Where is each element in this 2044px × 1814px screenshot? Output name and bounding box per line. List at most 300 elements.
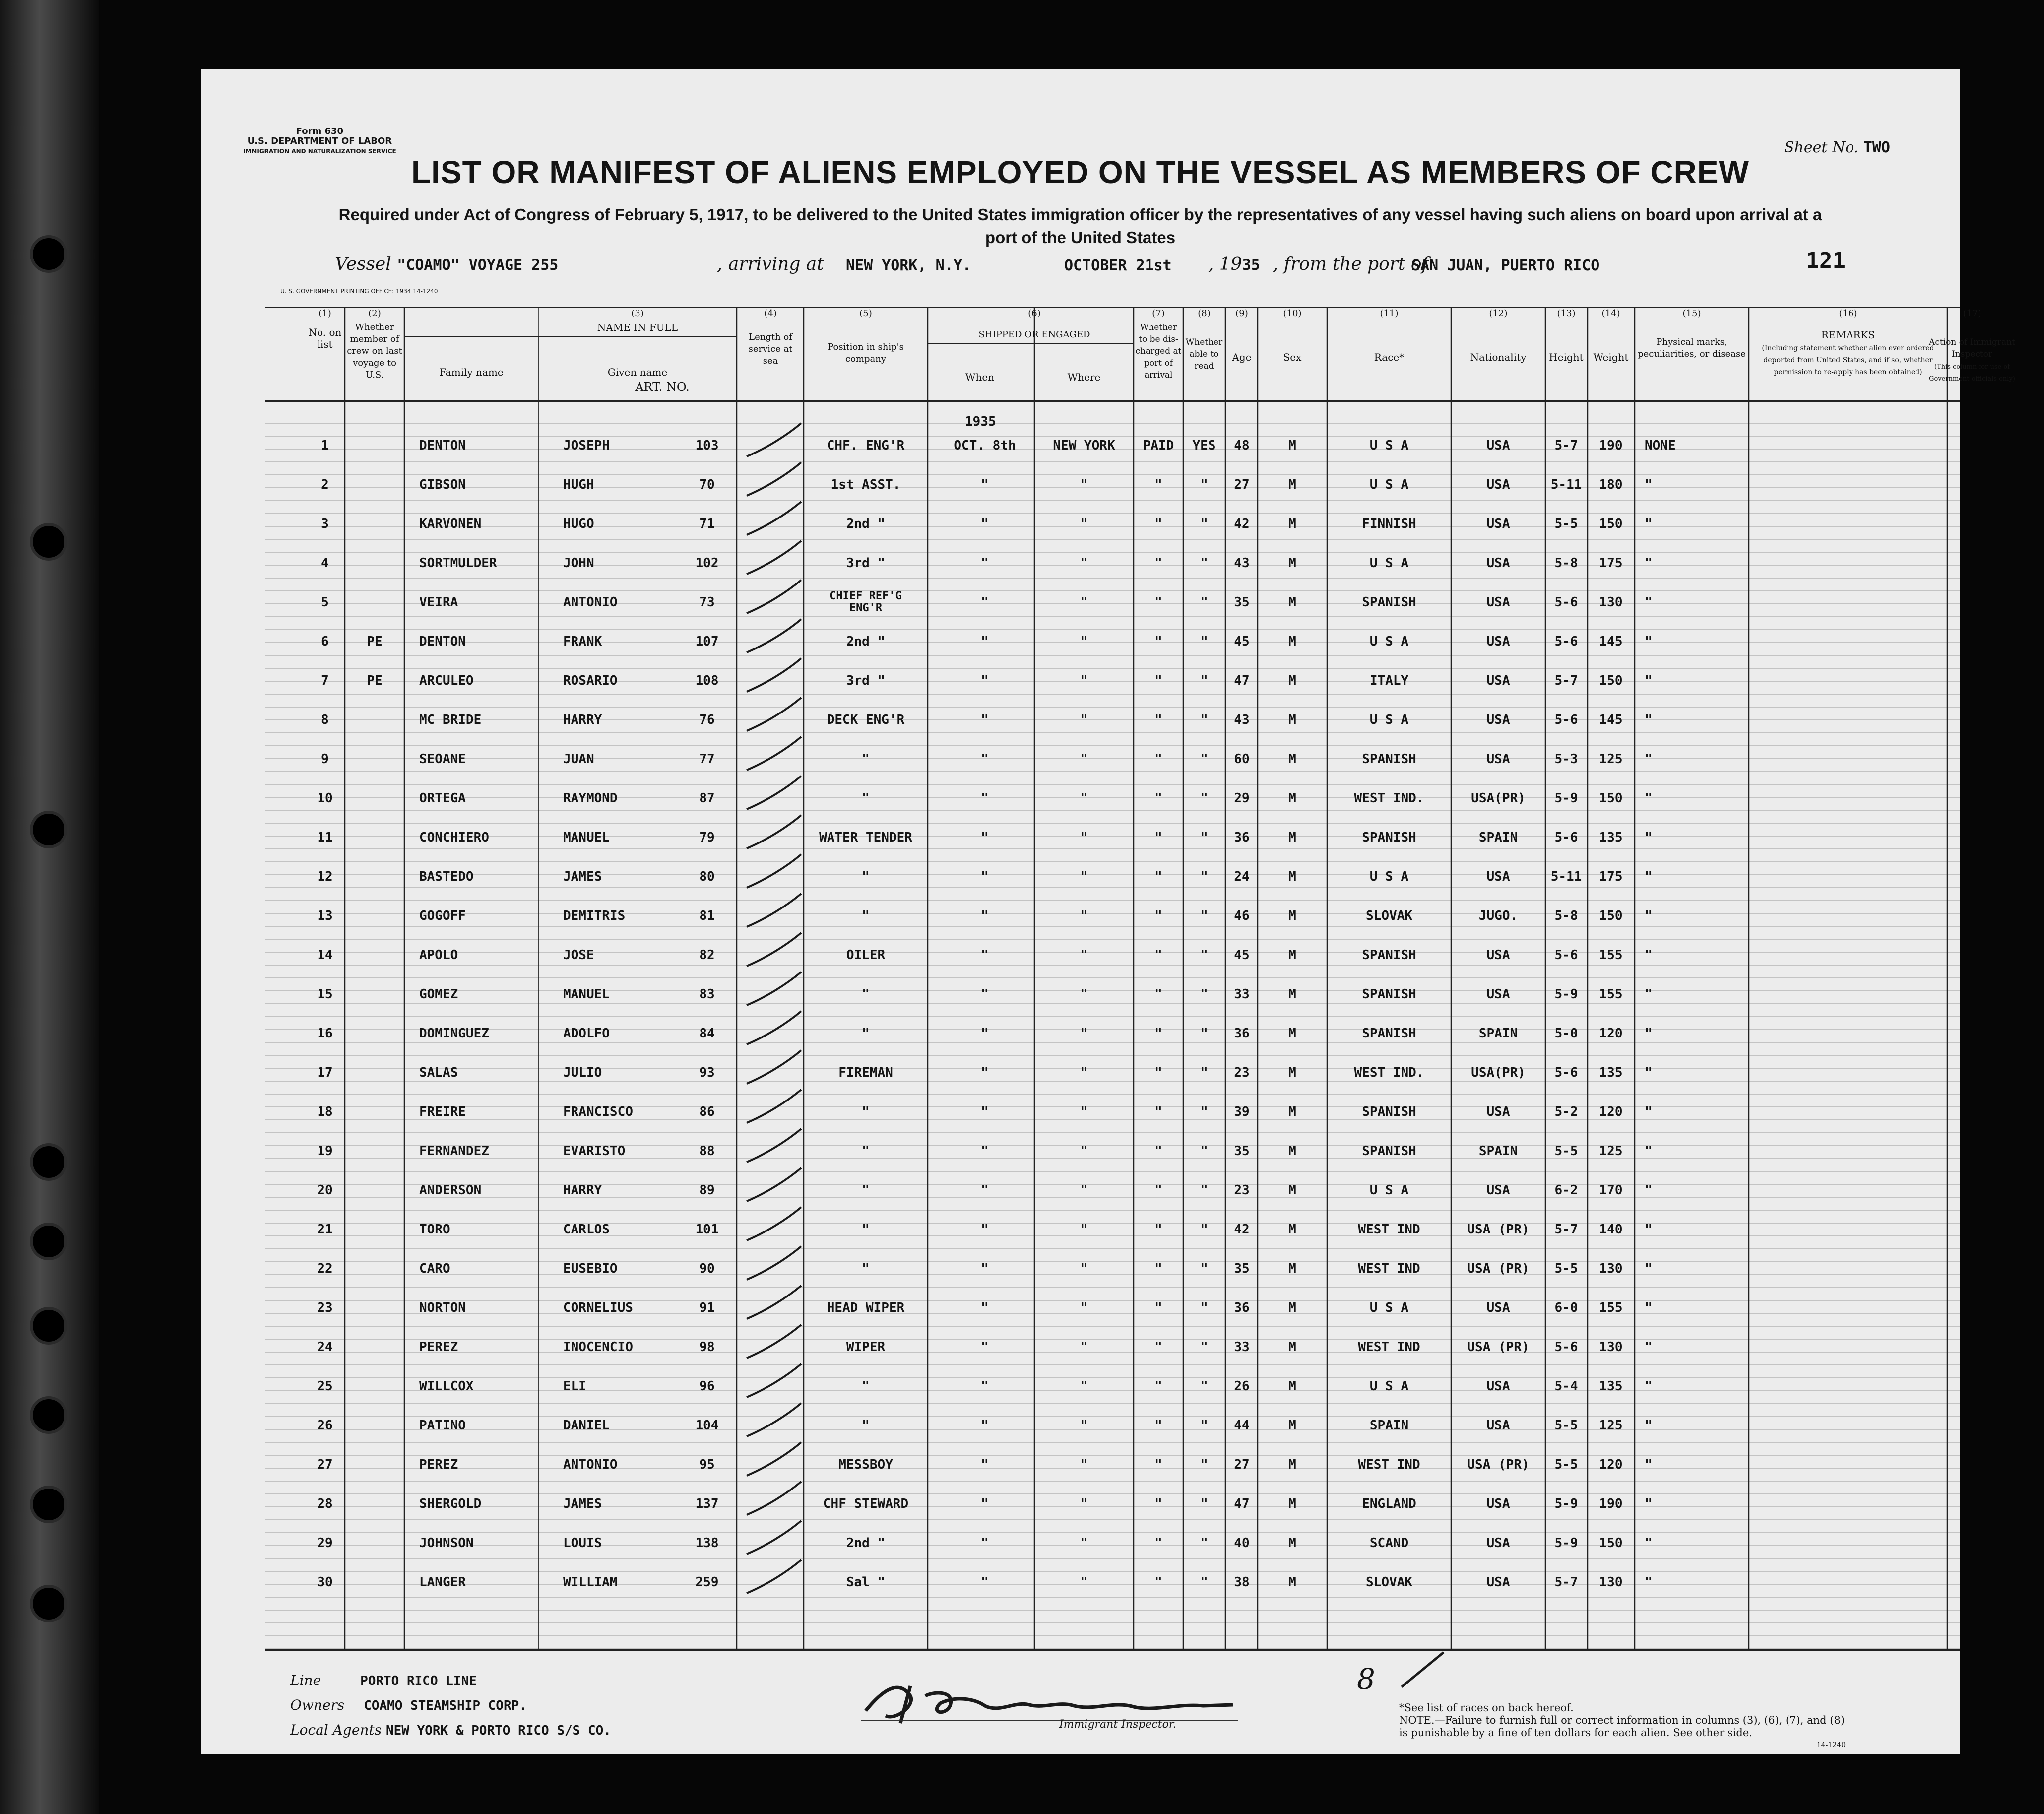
shipped-where: "	[1080, 556, 1088, 571]
art-number: 82	[699, 948, 715, 963]
shipped-when: "	[981, 1261, 989, 1276]
weight: 175	[1599, 869, 1623, 884]
discharged: "	[1154, 752, 1162, 767]
position: 2nd "	[846, 634, 886, 649]
row-number: 2	[321, 477, 329, 492]
service-check-mark	[747, 1325, 801, 1358]
header-action-detail: (This column for use of Government officials only)	[1929, 363, 2015, 383]
sex: M	[1288, 1144, 1296, 1159]
physical-marks: "	[1645, 1026, 1653, 1041]
row-number: 14	[317, 948, 333, 963]
able-to-read: "	[1200, 517, 1208, 531]
nationality: USA	[1486, 477, 1510, 492]
race: SPAIN	[1369, 1418, 1409, 1433]
header-race: Race*	[1374, 351, 1405, 363]
race: SPANISH	[1362, 595, 1416, 610]
given-name: EUSEBIO	[563, 1261, 618, 1276]
able-to-read: "	[1200, 673, 1208, 688]
shipped-when: "	[981, 1183, 989, 1198]
service-name: IMMIGRATION AND NATURALIZATION SERVICE	[243, 148, 396, 155]
shipped-when: "	[981, 477, 989, 492]
service-check-mark	[747, 1482, 801, 1515]
row-number: 27	[317, 1457, 333, 1472]
column-number: (7)	[1152, 308, 1165, 319]
nationality: USA	[1486, 1575, 1510, 1590]
row-number: 11	[317, 830, 333, 845]
height: 5-6	[1554, 1065, 1578, 1080]
manifest-sheet	[201, 69, 2015, 1754]
weight: 120	[1599, 1457, 1623, 1472]
able-to-read: "	[1200, 1536, 1208, 1551]
race: SPANISH	[1362, 752, 1416, 767]
given-name: JOSE	[563, 948, 594, 963]
vessel-label: Vessel	[335, 254, 391, 274]
able-to-read: "	[1200, 1222, 1208, 1237]
shipped-when: "	[981, 1104, 989, 1119]
age: 43	[1234, 556, 1250, 571]
given-name: JAMES	[563, 869, 602, 884]
departure-port: SAN JUAN, PUERTO RICO	[1411, 257, 1600, 274]
family-name: DENTON	[419, 634, 466, 649]
family-name: SORTMULDER	[419, 556, 497, 571]
given-name: RAYMOND	[563, 791, 618, 806]
physical-marks: "	[1645, 1104, 1653, 1119]
header-position: Position in ship's company	[828, 342, 904, 364]
nationality: USA	[1486, 556, 1510, 571]
sex: M	[1288, 948, 1296, 963]
shipped-when: "	[981, 1026, 989, 1041]
header-given-name: Given name	[607, 366, 668, 378]
header-able-to-read: Whether able to read	[1185, 337, 1223, 371]
position: WIPER	[846, 1340, 886, 1355]
sex: M	[1288, 1104, 1296, 1119]
able-to-read: "	[1200, 791, 1208, 806]
discharged: "	[1154, 517, 1162, 531]
sex: M	[1288, 1536, 1296, 1551]
physical-marks: "	[1645, 556, 1653, 571]
weight: 140	[1599, 1222, 1623, 1237]
service-check-mark	[747, 1286, 801, 1319]
inspector-label: Immigrant Inspector.	[1059, 1718, 1176, 1731]
art-number: 101	[695, 1222, 719, 1237]
header-whether-member: Whether member of crew on last voyage to U.S.	[347, 322, 402, 380]
weight: 155	[1599, 1300, 1623, 1315]
position: "	[862, 1144, 870, 1159]
nationality: USA	[1486, 595, 1510, 610]
sex: M	[1288, 1575, 1296, 1590]
nationality: USA	[1486, 987, 1510, 1002]
height: 5-6	[1554, 634, 1578, 649]
service-check-mark	[747, 854, 801, 888]
family-name: SHERGOLD	[419, 1496, 482, 1511]
shipped-when: "	[981, 1379, 989, 1394]
race: U S A	[1369, 713, 1409, 727]
sex: M	[1288, 1300, 1296, 1315]
shipped-where: "	[1080, 1104, 1088, 1119]
shipped-where: "	[1080, 752, 1088, 767]
weight: 145	[1599, 634, 1623, 649]
crew-table	[265, 307, 2015, 1651]
nationality: JUGO.	[1478, 908, 1518, 923]
race: U S A	[1369, 477, 1409, 492]
printer-note: U. S. GOVERNMENT PRINTING OFFICE: 1934 14-1240	[280, 288, 438, 295]
handwritten-check	[1397, 1647, 1451, 1692]
row-number: 17	[317, 1065, 333, 1080]
service-check-mark	[747, 1364, 801, 1397]
physical-marks: "	[1645, 1340, 1653, 1355]
sex: M	[1288, 752, 1296, 767]
binder-hole	[33, 1226, 64, 1257]
art-number: 103	[695, 438, 719, 453]
physical-marks: "	[1645, 830, 1653, 845]
height: 5-9	[1554, 1496, 1578, 1511]
position: 2nd "	[846, 517, 886, 531]
able-to-read: "	[1200, 556, 1208, 571]
race: ITALY	[1369, 673, 1409, 688]
column-number: (13)	[1557, 308, 1576, 319]
form-code: 14-1240	[1816, 1741, 1846, 1749]
able-to-read: "	[1200, 1183, 1208, 1198]
discharged: "	[1154, 1065, 1162, 1080]
height: 5-6	[1554, 830, 1578, 845]
position: 2nd "	[846, 1536, 886, 1551]
row-number: 20	[317, 1183, 333, 1198]
race: ENGLAND	[1362, 1496, 1416, 1511]
service-check-mark	[747, 698, 801, 731]
shipped-where: "	[1080, 1222, 1088, 1237]
sex: M	[1288, 1496, 1296, 1511]
sex: M	[1288, 791, 1296, 806]
family-name: NORTON	[419, 1300, 466, 1315]
discharged: "	[1154, 1496, 1162, 1511]
sex: M	[1288, 438, 1296, 453]
physical-marks: "	[1645, 1183, 1653, 1198]
art-number: 80	[699, 869, 715, 884]
shipped-where: "	[1080, 673, 1088, 688]
owners-label: Owners	[290, 1697, 345, 1713]
row-number: 4	[321, 556, 329, 571]
physical-marks: "	[1645, 1222, 1653, 1237]
given-name: JUAN	[563, 752, 594, 767]
page-number: 121	[1806, 248, 1846, 273]
art-number: 102	[695, 556, 719, 571]
shipped-where: "	[1080, 987, 1088, 1002]
position: "	[862, 791, 870, 806]
height: 5-6	[1554, 1340, 1578, 1355]
height: 6-2	[1554, 1183, 1578, 1198]
age: 40	[1234, 1536, 1250, 1551]
shipped-where: "	[1080, 908, 1088, 923]
shipped-where: "	[1080, 1261, 1088, 1276]
nationality: USA	[1486, 673, 1510, 688]
nationality: USA(PR)	[1471, 1065, 1526, 1080]
physical-marks: "	[1645, 1300, 1653, 1315]
binder-hole	[33, 814, 64, 845]
service-check-mark	[747, 619, 801, 652]
art-number: 107	[695, 634, 719, 649]
position: HEAD WIPER	[827, 1300, 905, 1315]
family-name: DOMINGUEZ	[419, 1026, 489, 1041]
able-to-read: "	[1200, 1261, 1208, 1276]
header-weight: Weight	[1593, 351, 1629, 363]
able-to-read: "	[1200, 1340, 1208, 1355]
shipped-where: "	[1080, 595, 1088, 610]
note-races: *See list of races on back hereof.	[1399, 1702, 1574, 1714]
shipped-when: "	[981, 1340, 989, 1355]
age: 24	[1234, 869, 1250, 884]
row-number: 6	[321, 634, 329, 649]
race: U S A	[1369, 438, 1409, 453]
row-number: 29	[317, 1536, 333, 1551]
race: SCAND	[1369, 1536, 1409, 1551]
able-to-read: "	[1200, 987, 1208, 1002]
discharged: "	[1154, 1340, 1162, 1355]
able-to-read: "	[1200, 1418, 1208, 1433]
race: SPANISH	[1362, 1104, 1416, 1119]
age: 27	[1234, 477, 1250, 492]
discharged: "	[1154, 1261, 1162, 1276]
position: CHIEF REF'G ENG'R	[830, 590, 902, 614]
physical-marks: "	[1645, 1496, 1653, 1511]
race: SPANISH	[1362, 987, 1416, 1002]
family-name: WILLCOX	[419, 1379, 474, 1394]
row-number: 22	[317, 1261, 333, 1276]
row-number: 5	[321, 595, 329, 610]
sex: M	[1288, 1418, 1296, 1433]
header-height: Height	[1549, 351, 1584, 363]
age: 23	[1234, 1065, 1250, 1080]
age: 60	[1234, 752, 1250, 767]
header-sex: Sex	[1283, 351, 1302, 363]
family-name: TORO	[419, 1222, 450, 1237]
vessel-line	[335, 254, 558, 274]
sheet-value: TWO	[1863, 139, 1890, 156]
form-number: Form 630	[296, 126, 344, 136]
shipped-where: "	[1080, 1575, 1088, 1590]
sex: M	[1288, 673, 1296, 688]
nationality: USA	[1486, 948, 1510, 963]
subtitle-line-2: port of the United States	[985, 228, 1176, 247]
from-port-label: , from the port of	[1273, 254, 1428, 274]
discharged: "	[1154, 1144, 1162, 1159]
physical-marks: NONE	[1645, 438, 1676, 453]
weight: 130	[1599, 595, 1623, 610]
given-name: FRANK	[563, 634, 602, 649]
nationality: USA	[1486, 1300, 1510, 1315]
physical-marks: "	[1645, 1575, 1653, 1590]
art-number: 88	[699, 1144, 715, 1159]
discharged: "	[1154, 869, 1162, 884]
able-to-read: "	[1200, 752, 1208, 767]
weight: 150	[1599, 908, 1623, 923]
nationality: USA	[1486, 1536, 1510, 1551]
weight: 125	[1599, 1418, 1623, 1433]
height: 5-11	[1550, 477, 1582, 492]
page-subtitle	[280, 203, 1880, 249]
position: "	[862, 908, 870, 923]
age: 46	[1234, 908, 1250, 923]
service-check-mark	[747, 894, 801, 927]
discharged: "	[1154, 1536, 1162, 1551]
column-number: (17)	[1963, 308, 1981, 319]
column-number: (1)	[319, 308, 331, 319]
nationality: USA (PR)	[1467, 1457, 1530, 1472]
art-number: 98	[699, 1340, 715, 1355]
able-to-read: "	[1200, 830, 1208, 845]
physical-marks: "	[1645, 1144, 1653, 1159]
height: 5-7	[1554, 1222, 1578, 1237]
position: "	[862, 869, 870, 884]
race: WEST IND.	[1354, 791, 1424, 806]
discharged: "	[1154, 1418, 1162, 1433]
weight: 150	[1599, 517, 1623, 531]
sex: M	[1288, 1026, 1296, 1041]
able-to-read: "	[1200, 1300, 1208, 1315]
position: 1st ASST.	[830, 477, 901, 492]
row-number: 10	[317, 791, 333, 806]
race: U S A	[1369, 556, 1409, 571]
sex: M	[1288, 1222, 1296, 1237]
service-check-mark	[747, 502, 801, 535]
previous-voyage: PE	[367, 673, 383, 688]
position: CHF. ENG'R	[827, 438, 905, 453]
service-check-mark	[747, 1207, 801, 1240]
position: "	[862, 1379, 870, 1394]
shipped-when: "	[981, 713, 989, 727]
family-name: CARO	[419, 1261, 450, 1276]
able-to-read: "	[1200, 1065, 1208, 1080]
page-title: LIST OR MANIFEST OF ALIENS EMPLOYED ON THE VESSEL AS MEMBERS OF CREW	[411, 154, 1749, 190]
given-name: ANTONIO	[563, 1457, 618, 1472]
family-name: PEREZ	[419, 1340, 458, 1355]
weight: 180	[1599, 477, 1623, 492]
family-name: JOHNSON	[419, 1536, 474, 1551]
sex: M	[1288, 517, 1296, 531]
nationality: USA	[1486, 1496, 1510, 1511]
art-number: 137	[695, 1496, 719, 1511]
row-number: 28	[317, 1496, 333, 1511]
race: WEST IND	[1358, 1457, 1420, 1472]
given-name: INOCENCIO	[563, 1340, 633, 1355]
position: FIREMAN	[838, 1065, 893, 1080]
able-to-read: "	[1200, 1457, 1208, 1472]
art-number: 81	[699, 908, 715, 923]
family-name: MC BRIDE	[419, 713, 482, 727]
position: "	[862, 1183, 870, 1198]
weight: 125	[1599, 752, 1623, 767]
age: 35	[1234, 1261, 1250, 1276]
service-check-mark	[747, 737, 801, 770]
nationality: USA	[1486, 1183, 1510, 1198]
race: SPANISH	[1362, 1026, 1416, 1041]
discharged: "	[1154, 830, 1162, 845]
department-name: U.S. DEPARTMENT OF LABOR	[247, 136, 392, 146]
physical-marks: "	[1645, 713, 1653, 727]
service-check-mark	[747, 1560, 801, 1593]
arriving-label: , arriving at	[717, 254, 824, 274]
discharged: "	[1154, 1575, 1162, 1590]
row-number: 1	[321, 438, 329, 453]
given-name: JULIO	[563, 1065, 602, 1080]
discharged: "	[1154, 1026, 1162, 1041]
row-number: 30	[317, 1575, 333, 1590]
row-number: 16	[317, 1026, 333, 1041]
weight: 150	[1599, 791, 1623, 806]
art-number: 91	[699, 1300, 715, 1315]
art-number: 96	[699, 1379, 715, 1394]
shipped-where: "	[1080, 948, 1088, 963]
weight: 130	[1599, 1575, 1623, 1590]
family-name: FERNANDEZ	[419, 1144, 489, 1159]
shipped-when: "	[981, 1144, 989, 1159]
family-name: GIBSON	[419, 477, 466, 492]
given-name: JOSEPH	[563, 438, 610, 453]
shipped-when: "	[981, 517, 989, 531]
header-family-name: Family name	[439, 366, 504, 378]
age: 43	[1234, 713, 1250, 727]
row-number: 8	[321, 713, 329, 727]
column-number: (2)	[368, 308, 381, 319]
header-remarks-detail: (Including statement whether alien ever ordered deported from United States, and if so, whether permission to re-apply has been obtained)	[1762, 344, 1934, 376]
given-name: JOHN	[563, 556, 594, 571]
nationality: USA	[1486, 517, 1510, 531]
sex: M	[1288, 869, 1296, 884]
able-to-read: "	[1200, 1144, 1208, 1159]
service-check-mark	[747, 1521, 801, 1554]
nationality: USA	[1486, 634, 1510, 649]
line-label: Line	[290, 1672, 321, 1688]
shipped-where: "	[1080, 713, 1088, 727]
art-number: 83	[699, 987, 715, 1002]
shipped-when: "	[981, 673, 989, 688]
race: WEST IND	[1358, 1261, 1420, 1276]
header-art-no: ART. NO.	[635, 380, 690, 394]
given-name: ROSARIO	[563, 673, 618, 688]
shipped-when: "	[981, 752, 989, 767]
service-check-mark	[747, 1403, 801, 1436]
position: DECK ENG'R	[827, 713, 905, 727]
age: 47	[1234, 1496, 1250, 1511]
able-to-read: "	[1200, 477, 1208, 492]
physical-marks: "	[1645, 948, 1653, 963]
nationality: USA	[1486, 869, 1510, 884]
family-name: FREIRE	[419, 1104, 466, 1119]
position: "	[862, 1104, 870, 1119]
weight: 135	[1599, 1065, 1623, 1080]
header-when: When	[965, 371, 995, 383]
given-name: LOUIS	[563, 1536, 602, 1551]
previous-voyage: PE	[367, 634, 383, 649]
row-number: 13	[317, 908, 333, 923]
service-check-mark	[747, 580, 801, 613]
nationality: USA(PR)	[1471, 791, 1526, 806]
height: 5-5	[1554, 1457, 1578, 1472]
shipped-where: "	[1080, 1300, 1088, 1315]
service-check-mark	[747, 815, 801, 848]
nationality: USA	[1486, 1418, 1510, 1433]
weight: 135	[1599, 1379, 1623, 1394]
art-number: 71	[699, 517, 715, 531]
art-number: 89	[699, 1183, 715, 1198]
physical-marks: "	[1645, 673, 1653, 688]
weight: 155	[1599, 948, 1623, 963]
header-action: Action of Immigrant Inspector	[1929, 337, 2015, 359]
position: 3rd "	[846, 556, 886, 571]
shipped-where: "	[1080, 1183, 1088, 1198]
discharged: "	[1154, 791, 1162, 806]
discharged: "	[1154, 1222, 1162, 1237]
row-number: 3	[321, 517, 329, 531]
